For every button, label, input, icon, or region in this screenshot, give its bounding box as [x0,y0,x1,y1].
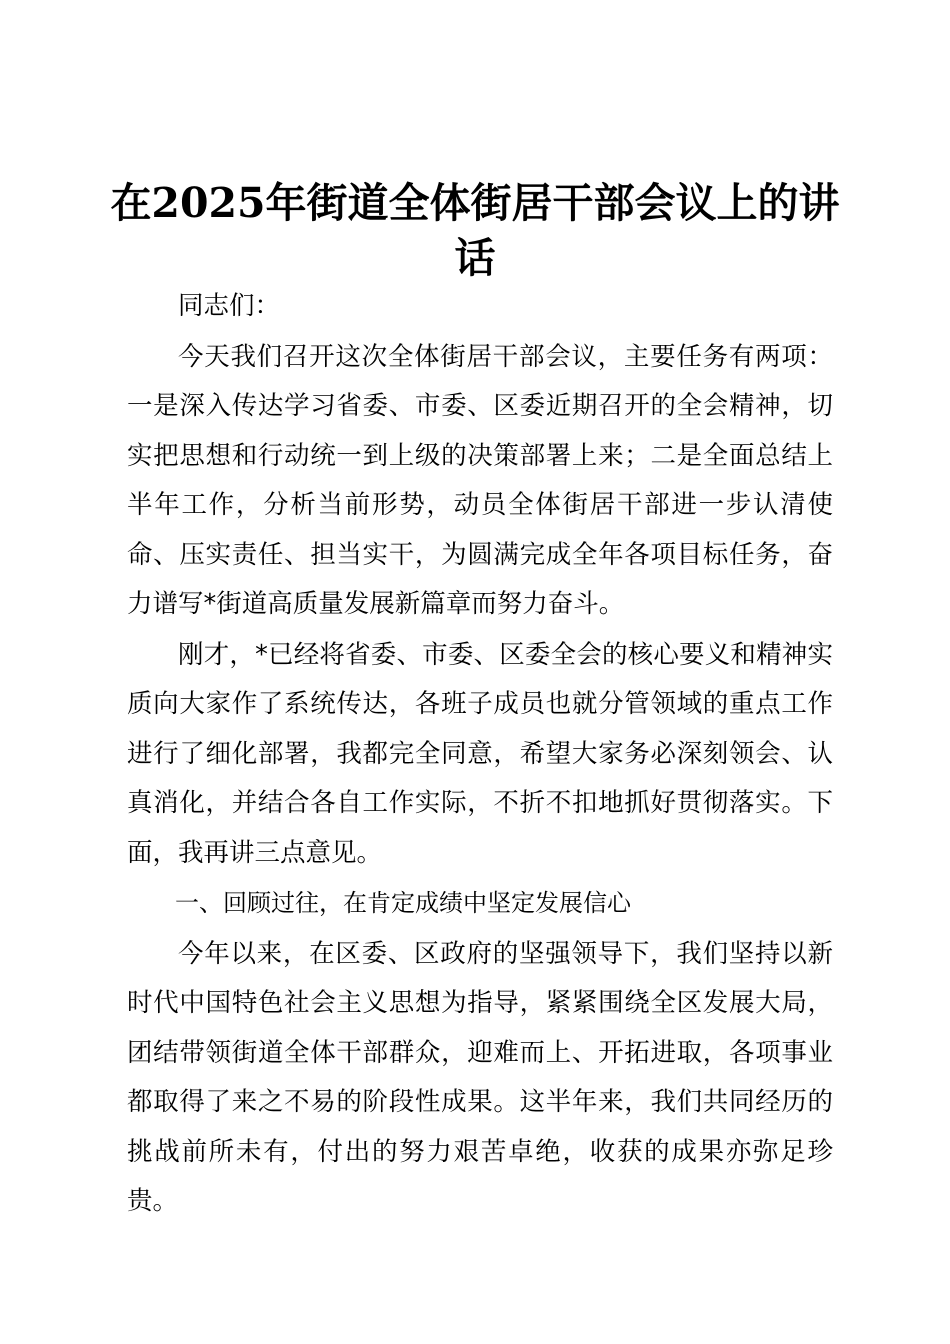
document-title: 在2025年街道全体街居干部会议上的讲话 [110,179,840,282]
salutation: 同志们： [178,291,281,321]
paragraph-review: 今年以来，在区委、区政府的坚强领导下，我们坚持以新时代中国特色社会主义思想为指导，紧紧围绕全区发展大局，团结带领街道全体干部群众，迎难而上、开拓进取，各项事业都取得了来之不易的阶段性成果。这半年来，我们共同经历的挑战前所未有，付出的努力艰苦卓绝，收获的成果亦弥足珍贵。 [127,938,833,1216]
section-heading-1: 一、回顾过往，在肯定成绩中坚定发展信心 [175,889,631,917]
document-body [127,282,833,1227]
paragraph-transmission: 刚才，*已经将省委、市委、区委全会的核心要义和精神实质向大家作了系统传达，各班子成员也就分管领域的重点工作进行了细化部署，我都完全同意，希望大家务必深刻领会、认真消化，并结合各自工作实际，不折不扣地抓好贯彻落实。下面，我再讲三点意见。 [127,639,833,868]
paragraph-intro: 今天我们召开这次全体街居干部会议，主要任务有两项：一是深入传达学习省委、市委、区委近期召开的全会精神，切实把思想和行动统一到上级的决策部署上来；二是全面总结上半年工作，分析当前形势，动员全体街居干部进一步认清使命、压实责任、担当实干，为圆满完成全年各项目标任务，奋力谱写*街道高质量发展新篇章而努力奋斗。 [127,341,833,619]
